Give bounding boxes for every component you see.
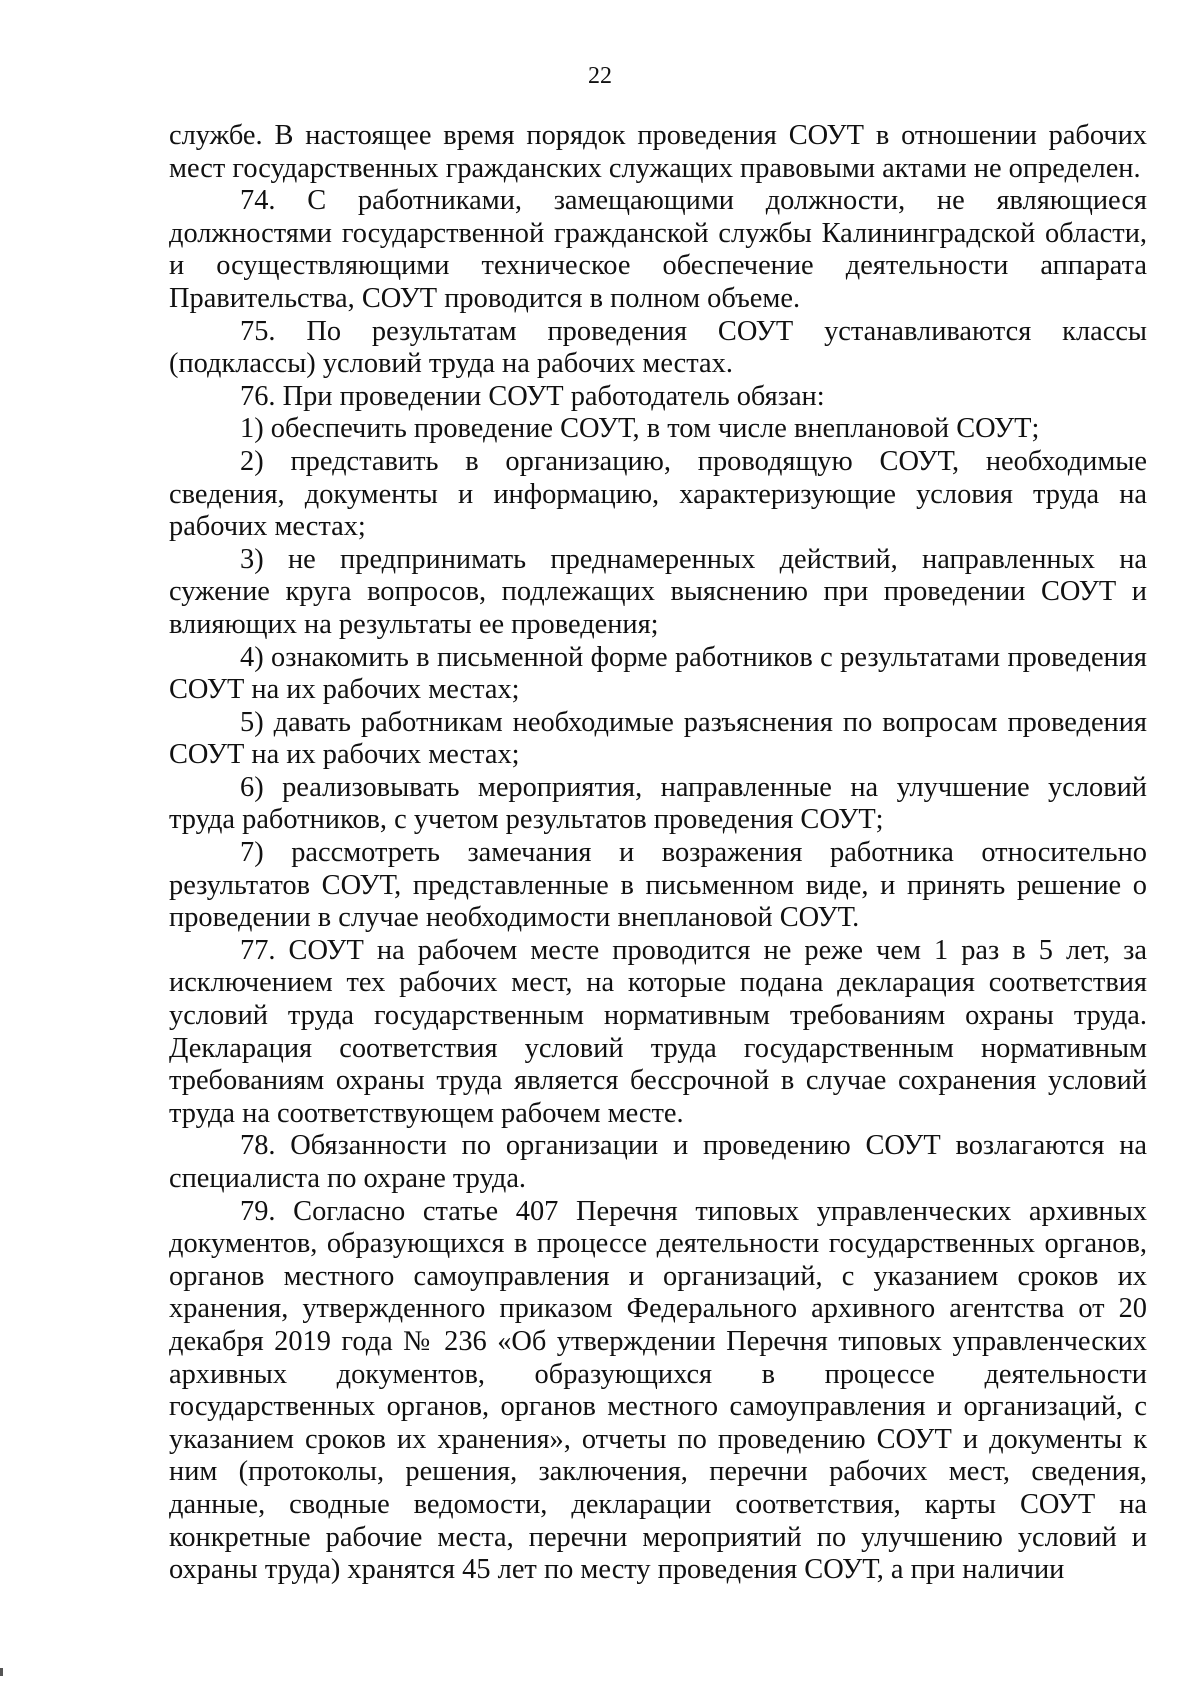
paragraph-76: 76. При проведении СОУТ работодатель обязан:	[240, 380, 825, 412]
paragraph-78: 78. Обязанности по организации и проведению СОУТ возлагаются на специалиста по охране труда.	[169, 1130, 1147, 1194]
list-item-7: 7) рассмотреть замечания и возражения работника относительно результатов СОУТ, представленные в письменном виде, и принять решение о проведении в случае необходимости внеплановой СОУТ.	[169, 837, 1147, 934]
body-text	[169, 120, 1147, 1587]
paragraph-74: 74. С работниками, замещающими должности, не являющиеся должностями государственной гражданской службы Калининградской области, и осуществляющими техническое обеспечение деятельности аппарата Правительства, СОУТ проводится в полном объеме.	[169, 185, 1147, 314]
paragraph-75: 75. По результатам проведения СОУТ устанавливаются классы (подклассы) условий труда на рабочих местах.	[169, 315, 1147, 380]
list-item-1: 1) обеспечить проведение СОУТ, в том числе внеплановой СОУТ;	[240, 413, 1040, 445]
list-item-3: 3) не предпринимать преднамеренных действий, направленных на сужение круга вопросов, подлежащих выяснению при проведении СОУТ и влияющих на результаты ее проведения;	[169, 543, 1147, 640]
paragraph-79: 79. Согласно статье 407 Перечня типовых управленческих архивных документов, образующихся в процессе деятельности государственных органов, органов местного самоуправления и организаций, с указанием сроков их хранения, утвержденного приказом Федерального архивного агентства от 20 декабря 2019 года № 236 «Об утверждении Перечня типовых управленческих архивных документов, образующихся в процессе деятельности государственных органов, органов местного самоуправления и организаций, с указанием сроков их хранения», отчеты по проведению СОУТ и документы к ним (протоколы, решения, заключения, перечни рабочих мест, сведения, данные, сводные ведомости, декларации соответствия, карты СОУТ на конкретные рабочие места, перечни мероприятий по улучшению условий и охраны труда) хранятся 45 лет по месту проведения СОУТ, а при наличии	[169, 1195, 1147, 1586]
list-item-2: 2) представить в организацию, проводящую СОУТ, необходимые сведения, документы и информацию, характеризующие условия труда на рабочих местах;	[169, 445, 1147, 543]
scan-edge-mark	[0, 1668, 3, 1676]
list-item-5: 5) давать работникам необходимые разъяснения по вопросам проведения СОУТ на их рабочих местах;	[169, 706, 1147, 771]
list-item-4: 4) ознакомить в письменной форме работников с результатами проведения СОУТ на их рабочих местах;	[169, 641, 1147, 706]
list-item-6: 6) реализовывать мероприятия, направленные на улучшение условий труда работников, с учетом результатов проведения СОУТ;	[169, 771, 1147, 836]
page-number: 22	[588, 63, 612, 89]
paragraph-continuation: службе. В настоящее время порядок проведения СОУТ в отношении рабочих мест государственных гражданских служащих правовыми актами не определен.	[169, 120, 1147, 184]
paragraph-77: 77. СОУТ на рабочем месте проводится не реже чем 1 раз в 5 лет, за исключением тех рабочих мест, на которые подана декларация соответствия условий труда государственным нормативным требованиям охраны труда. Декларация соответствия условий труда государственным нормативным требованиям охраны труда является бессрочной в случае сохранения условий труда на соответствующем рабочем месте.	[169, 934, 1147, 1129]
